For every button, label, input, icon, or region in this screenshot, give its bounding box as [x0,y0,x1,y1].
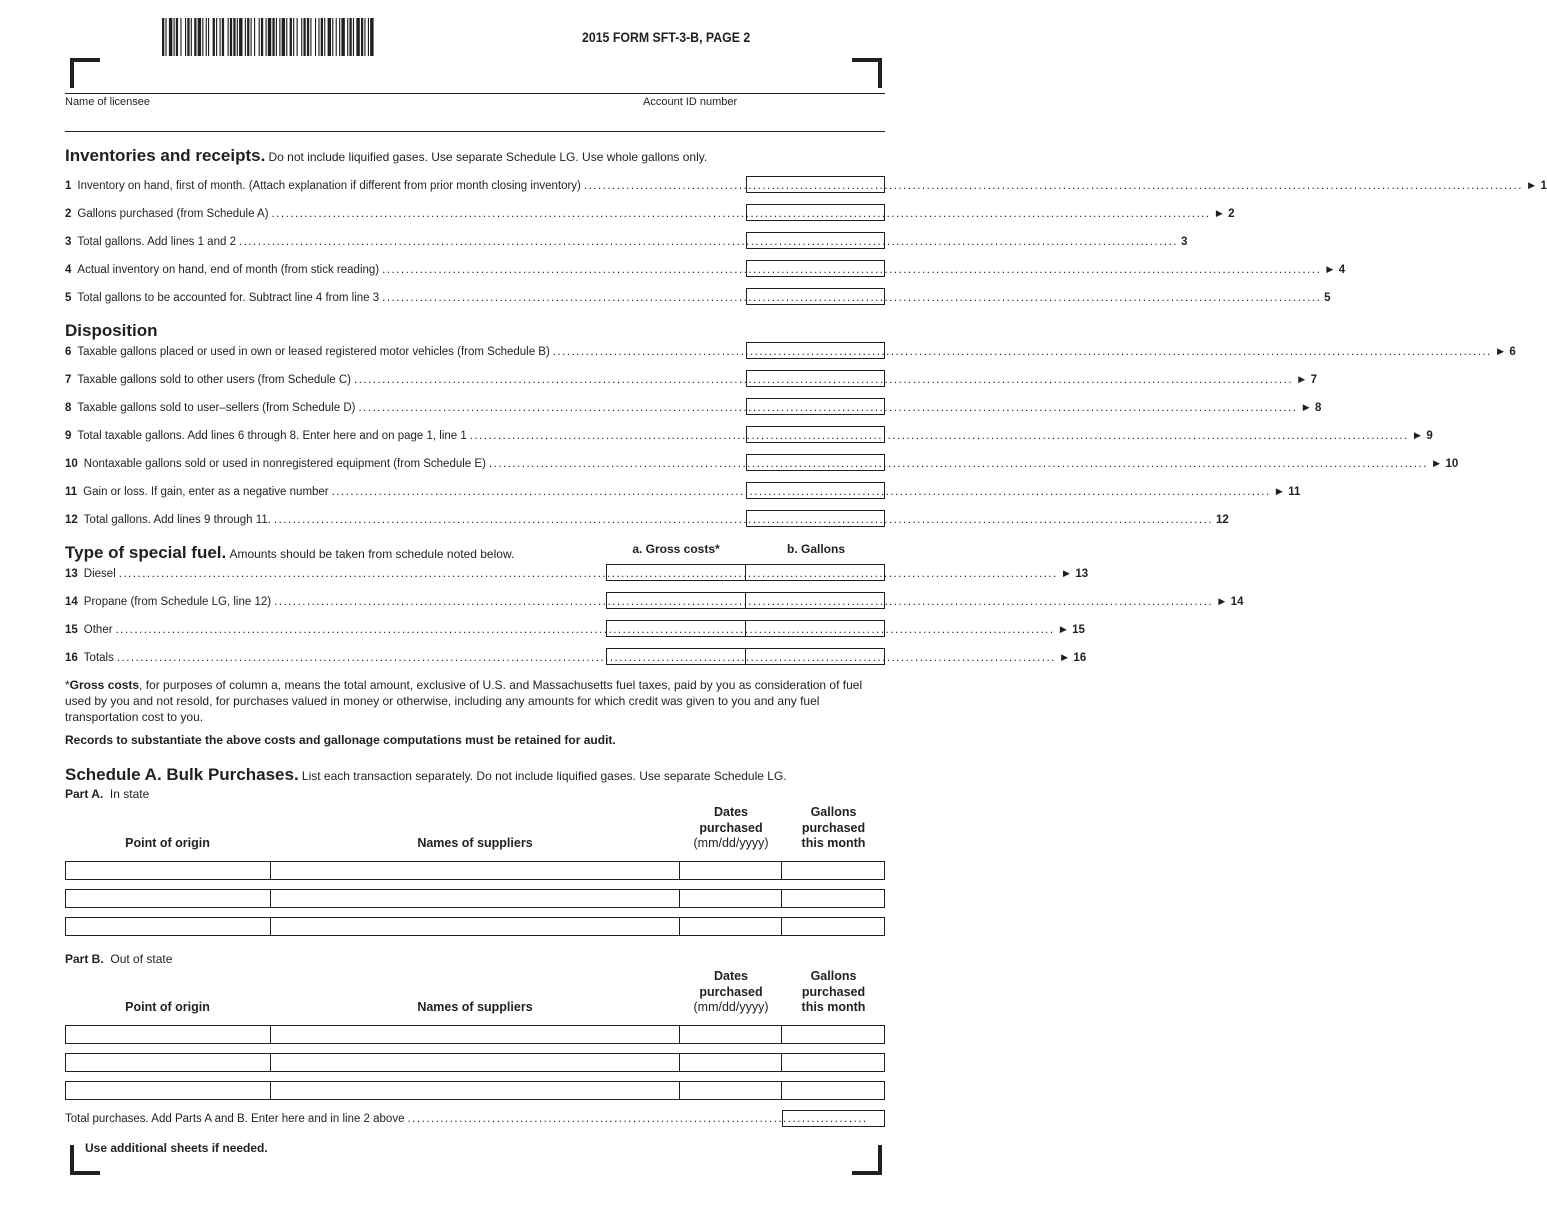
line-disposition-row [65,456,1459,472]
line-5-input[interactable] [746,288,885,305]
line-label: Total taxable gallons. Add lines 6 through 8. Enter here and on page 1, line 1 [77,430,467,442]
gallons-purchased-input[interactable] [781,917,885,936]
leader-dots: ........................................................................................................................................................................................................ [331,486,1271,498]
line-reference: ► 16 [1058,652,1087,664]
line-disposition-row [65,372,1317,388]
gallons-purchased-input[interactable] [781,1081,885,1100]
column-header-text: Dates [713,969,749,983]
line-label: Actual inventory on hand, end of month (from stick reading) [77,264,380,276]
leader-dots: ........................................................................................................................................................................................................ [115,624,1055,636]
col-gallons: b. Gallons [786,542,845,556]
leader-dots: ........................................................................................................................................................................................................ [488,458,1428,470]
line-number: 16 [65,652,78,664]
line-reference: ► 2 [1213,208,1235,220]
additional-sheets-note: Use additional sheets if needed. [85,1141,268,1155]
line-inventories-row [65,178,1547,194]
point-of-origin-input[interactable] [65,861,271,880]
leader-dots: ........................................................................................................................................................................................................ [382,292,1322,304]
line-disposition-row [65,512,1229,528]
line-special_fuel-row [65,594,1244,610]
footnote-bold: Gross costs [69,678,140,692]
line-15-gallons-input[interactable] [745,620,885,637]
disposition-heading [65,321,158,341]
leader-dots: ........................................................................................................................................................................................................ [271,208,1211,220]
gallons-purchased-input[interactable] [781,889,885,908]
line-inventories-row [65,234,1188,250]
supplier-name-input[interactable] [270,1081,681,1100]
registration-mark-top-right [852,58,882,88]
footnote-star: * [65,678,70,692]
line-reference: ► 13 [1060,568,1089,580]
line-reference: ► 15 [1057,624,1085,636]
part-b-text: Out of state [110,952,173,966]
line-label: Nontaxable gallons sold or used in nonregistered equipment (from Schedule E) [83,458,486,470]
line-14-gross-costs-input[interactable] [606,592,746,609]
line-number: 5 [65,292,72,304]
gallons-purchased-input[interactable] [781,861,885,880]
line-label: Taxable gallons sold to user–sellers (from Schedule D) [77,402,356,414]
line-number: 9 [65,430,72,442]
leader-dots: ........................................................................................................................................................................................................ [469,430,1409,442]
line-reference: ► 6 [1494,346,1516,358]
date-purchased-input[interactable] [679,917,782,936]
line-label: Total gallons to be accounted for. Subtract line 4 from line 3 [77,292,380,304]
date-purchased-input[interactable] [679,889,782,908]
date-purchased-input[interactable] [679,1081,782,1100]
total-purchases-label: Total purchases. Add Parts A and B. Enter here and in line 2 above [65,1113,405,1125]
column-header-text: this month [801,836,866,850]
total-purchases-input[interactable] [782,1110,885,1127]
date-purchased-input[interactable] [679,861,782,880]
part-a-col-dates-purchased [680,805,782,852]
part-a-label: Part A. [65,787,104,801]
part-b-col-names-of-suppliers [270,1000,680,1016]
line-label: Propane (from Schedule LG, line 12) [83,596,272,608]
account-id-label: Account ID number [643,96,738,108]
line-reference: ► 14 [1216,596,1244,608]
leader-dots: ........................................................................................................................................................................................................ [583,180,1523,192]
part-b-table-row [65,1081,885,1100]
leader-dots: ........................................................................................................................................................................................................ [118,568,1058,580]
column-header-text: (mm/dd/yyyy) [693,836,769,850]
line-13-gallons-input[interactable] [745,564,885,581]
line-1-input[interactable] [746,176,885,193]
line-disposition-row [65,484,1301,500]
name-field-line [65,131,885,132]
column-header-text: Gallons [810,969,857,983]
gross-costs-footnote [65,677,880,725]
part-a-heading [65,787,149,801]
registration-mark-bottom-right [852,1145,882,1175]
line-inventories-row [65,262,1346,278]
divider [65,93,885,94]
part-a-col-gallons-purchased [782,805,885,852]
barcode-icon [160,18,470,56]
line-number: 3 [65,236,72,248]
line-inventories-row [65,206,1235,222]
leader-dots: ........................................................................................................................................................................................................ [358,402,1298,414]
part-a-table-row [65,889,885,908]
line-reference: 3 [1180,236,1188,248]
line-number: 10 [65,458,78,470]
column-header-text: this month [801,1000,866,1014]
supplier-name-input[interactable] [270,1025,681,1044]
column-header-text: Dates [713,805,749,819]
total-purchases-row [65,1111,868,1127]
line-8-input[interactable] [746,398,885,415]
line-inventories-row [65,290,1331,306]
column-header-text: Point of origin [125,836,210,850]
column-header-text: Gallons [810,805,857,819]
line-4-input[interactable] [746,260,885,277]
column-header-text: Point of origin [125,1000,210,1014]
registration-mark-top-left [70,58,100,88]
inventories-title: Inventories and receipts. [65,146,266,165]
line-number: 14 [65,596,78,608]
line-label: Diesel [83,568,116,580]
column-header-text: purchased [699,820,763,835]
part-a-text: In state [109,787,150,801]
line-reference: 5 [1324,292,1331,304]
leader-dots: ........................................................................................................................................................................................................ [382,264,1322,276]
footnote-text: , for purposes of column a, means the total amount, exclusive of U.S. and Massachusetts fuel taxes, paid by you as consideration of fuel used by you and not resold, for purchases valued in money or otherwise, including any amounts for which credit was given to you and any fuel transportation cost to you. [65,678,863,724]
schedule-a-title: Schedule A. Bulk Purchases. [65,765,299,784]
part-a-col-point-of-origin [65,836,270,852]
col-gross-costs: a. Gross costs* [632,542,720,556]
column-header-text: (mm/dd/yyyy) [693,1000,769,1014]
line-reference: ► 1 [1525,180,1547,192]
line-label: Gain or loss. If gain, enter as a negative number [83,486,329,498]
leader-dots: ........................................................................................................................................................................................................ [273,514,1213,526]
leader-dots: ........................................................................................................................................................................................................ [238,236,1178,248]
leader-dots: ........................................................................................................................................................................................................ [274,596,1214,608]
special-fuel-title: Type of special fuel. [65,543,227,562]
part-b-table-row [65,1025,885,1044]
date-purchased-input[interactable] [679,1025,782,1044]
leader-dots: ........................................................................................................................................................................................................ [116,652,1056,664]
column-header-text: purchased [801,984,866,999]
line-label: Taxable gallons sold to other users (from Schedule C) [77,374,351,386]
line-number: 2 [65,208,72,220]
line-number: 6 [65,346,72,358]
line-label: Inventory on hand, first of month. (Attach explanation if different from prior month closing inventory) [77,180,581,192]
line-label: Total gallons. Add lines 9 through 11. [83,514,271,526]
inventories-heading [65,146,707,166]
line-label: Other [83,624,113,636]
line-reference: ► 11 [1273,486,1301,498]
point-of-origin-input[interactable] [65,917,271,936]
point-of-origin-input[interactable] [65,1025,271,1044]
part-a-table-row [65,861,885,880]
records-note: Records to substantiate the above costs and gallonage computations must be retained for audit. [65,733,616,747]
line-3-input[interactable] [746,232,885,249]
line-14-gallons-input[interactable] [745,592,885,609]
line-6-input[interactable] [746,342,885,359]
line-label: Total gallons. Add lines 1 and 2 [77,236,236,248]
gallons-purchased-input[interactable] [781,1025,885,1044]
part-a-table-row [65,917,885,936]
part-b-heading [65,952,172,966]
line-reference: ► 7 [1296,374,1317,386]
line-reference: 12 [1215,514,1229,526]
line-disposition-row [65,344,1516,360]
line-10-input[interactable] [746,454,885,471]
supplier-name-input[interactable] [270,861,681,880]
line-disposition-row [65,400,1322,416]
line-number: 15 [65,624,78,636]
column-header-text: purchased [699,984,763,999]
leader-dots: ........................................................................................................................................................................................................ [552,346,1492,358]
line-reference: ► 10 [1430,458,1459,470]
point-of-origin-input[interactable] [65,889,271,908]
disposition-title: Disposition [65,321,158,340]
line-special_fuel-row [65,622,1085,638]
line-11-input[interactable] [746,482,885,499]
column-header-text: purchased [801,820,866,835]
line-special_fuel-row [65,650,1087,666]
leader-dots: .................................................................................................. [407,1113,868,1125]
line-reference: ► 4 [1324,264,1346,276]
date-purchased-input[interactable] [679,1053,782,1072]
line-16-gross-costs-input[interactable] [606,648,746,665]
line-label: Taxable gallons placed or used in own or leased registered motor vehicles (from Schedule B) [77,346,550,358]
part-b-col-point-of-origin [65,1000,270,1016]
line-16-gallons-input[interactable] [745,648,885,665]
part-b-col-gallons-purchased [782,969,885,1016]
line-number: 8 [65,402,72,414]
line-7-input[interactable] [746,370,885,387]
schedule-a-note: List each transaction separately. Do not include liquified gases. Use separate Schedule LG. [301,769,787,783]
column-header-text: Names of suppliers [417,836,533,850]
line-special_fuel-row [65,566,1089,582]
line-label: Totals [83,652,114,664]
line-reference: ► 8 [1300,402,1322,414]
part-b-label: Part B. [65,952,104,966]
line-2-input[interactable] [746,204,885,221]
line-disposition-row [65,428,1433,444]
special-fuel-note: Amounts should be taken from schedule noted below. [229,547,515,561]
line-number: 12 [65,514,78,526]
line-number: 1 [65,180,72,192]
line-number: 11 [65,486,78,498]
line-label: Gallons purchased (from Schedule A) [77,208,269,220]
line-number: 13 [65,568,78,580]
supplier-name-input[interactable] [270,1053,681,1072]
line-number: 7 [65,374,72,386]
line-15-gross-costs-input[interactable] [606,620,746,637]
part-b-table-row [65,1053,885,1072]
form-title: 2015 FORM SFT-3-B, PAGE 2 [582,29,751,45]
point-of-origin-input[interactable] [65,1081,271,1100]
line-reference: ► 9 [1411,430,1433,442]
line-9-input[interactable] [746,426,885,443]
inventories-note: Do not include liquified gases. Use separate Schedule LG. Use whole gallons only. [268,150,708,164]
line-number: 4 [65,264,72,276]
special-fuel-heading [65,543,514,563]
supplier-name-input[interactable] [270,889,681,908]
line-13-gross-costs-input[interactable] [606,564,746,581]
part-b-col-dates-purchased [680,969,782,1016]
gallons-purchased-input[interactable] [781,1053,885,1072]
name-of-licensee-label: Name of licensee [65,96,150,108]
leader-dots: ........................................................................................................................................................................................................ [354,374,1294,386]
line-12-input[interactable] [746,510,885,527]
supplier-name-input[interactable] [270,917,681,936]
schedule-a-heading [65,765,787,785]
column-header-text: Names of suppliers [417,1000,533,1014]
point-of-origin-input[interactable] [65,1053,271,1072]
part-a-col-names-of-suppliers [270,836,680,852]
